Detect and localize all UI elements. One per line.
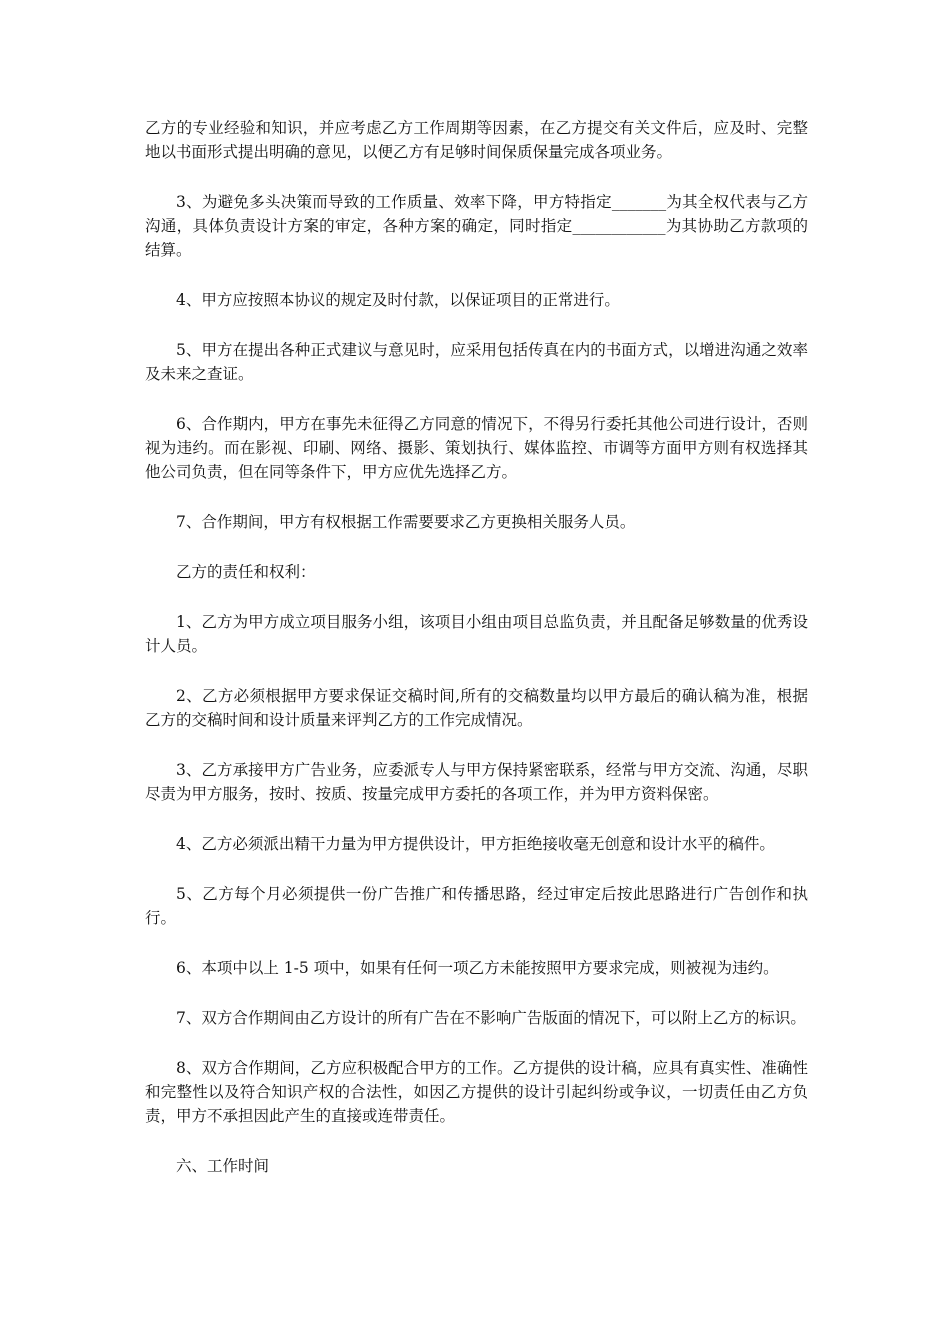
- section-heading-party-b: 乙方的责任和权利：: [176, 563, 316, 581]
- paragraph-party-a-clause-5: 5、甲方在提出各种正式建议与意见时，应采用包括传真在内的书面方式，以增进沟通之效率及未来之查证。: [145, 341, 808, 383]
- section-heading-work-time: 六、工作时间: [176, 1157, 270, 1175]
- paragraph-party-a-clause-4: 4、甲方应按照本协议的规定及时付款，以保证项目的正常进行。: [176, 291, 620, 309]
- paragraph-party-b-clause-5: 5、乙方每个月必须提供一份广告推广和传播思路，经过审定后按此思路进行广告创作和执行。: [145, 885, 808, 927]
- paragraph-party-b-clause-1: 1、乙方为甲方成立项目服务小组，该项目小组由项目总监负责，并且配备足够数量的优秀设计人员。: [145, 613, 808, 655]
- paragraph-party-b-clause-6: 6、本项中以上 1-5 项中，如果有任何一项乙方未能按照甲方要求完成，则被视为违约。: [176, 959, 779, 977]
- document-body: [145, 116, 808, 1204]
- paragraph-party-a-clause-7: 7、合作期间，甲方有权根据工作需要要求乙方更换相关服务人员。: [176, 513, 636, 531]
- paragraph-continuation: 乙方的专业经验和知识，并应考虑乙方工作周期等因素，在乙方提交有关文件后，应及时、完整地以书面形式提出明确的意见，以便乙方有足够时间保质保量完成各项业务。: [145, 119, 808, 161]
- paragraph-party-b-clause-8: 8、双方合作期间，乙方应积极配合甲方的工作。乙方提供的设计稿，应具有真实性、准确性和完整性以及符合知识产权的合法性，如因乙方提供的设计引起纠纷或争议，一切责任由乙方负责，甲方不承担因此产生的直接或连带责任。: [145, 1059, 808, 1125]
- paragraph-party-b-clause-3: 3、乙方承接甲方广告业务，应委派专人与甲方保持紧密联系，经常与甲方交流、沟通，尽职尽责为甲方服务，按时、按质、按量完成甲方委托的各项工作，并为甲方资料保密。: [145, 761, 808, 803]
- paragraph-party-a-clause-6: 6、合作期内，甲方在事先未征得乙方同意的情况下，不得另行委托其他公司进行设计，否则视为违约。而在影视、印刷、网络、摄影、策划执行、媒体监控、市调等方面甲方则有权选择其他公司负责，但在同等条件下，甲方应优先选择乙方。: [145, 415, 808, 481]
- paragraph-party-b-clause-2: 2、乙方必须根据甲方要求保证交稿时间,所有的交稿数量均以甲方最后的确认稿为准，根据乙方的交稿时间和设计质量来评判乙方的工作完成情况。: [145, 687, 808, 729]
- paragraph-party-b-clause-7: 7、双方合作期间由乙方设计的所有广告在不影响广告版面的情况下，可以附上乙方的标识。: [176, 1009, 806, 1027]
- paragraph-party-b-clause-4: 4、乙方必须派出精干力量为甲方提供设计，甲方拒绝接收毫无创意和设计水平的稿件。: [176, 835, 775, 853]
- paragraph-party-a-clause-3: 3、为避免多头决策而导致的工作质量、效率下降，甲方特指定_______为其全权代表与乙方沟通，具体负责设计方案的审定，各种方案的确定，同时指定____________为其协助乙方款项的结算。: [145, 193, 808, 259]
